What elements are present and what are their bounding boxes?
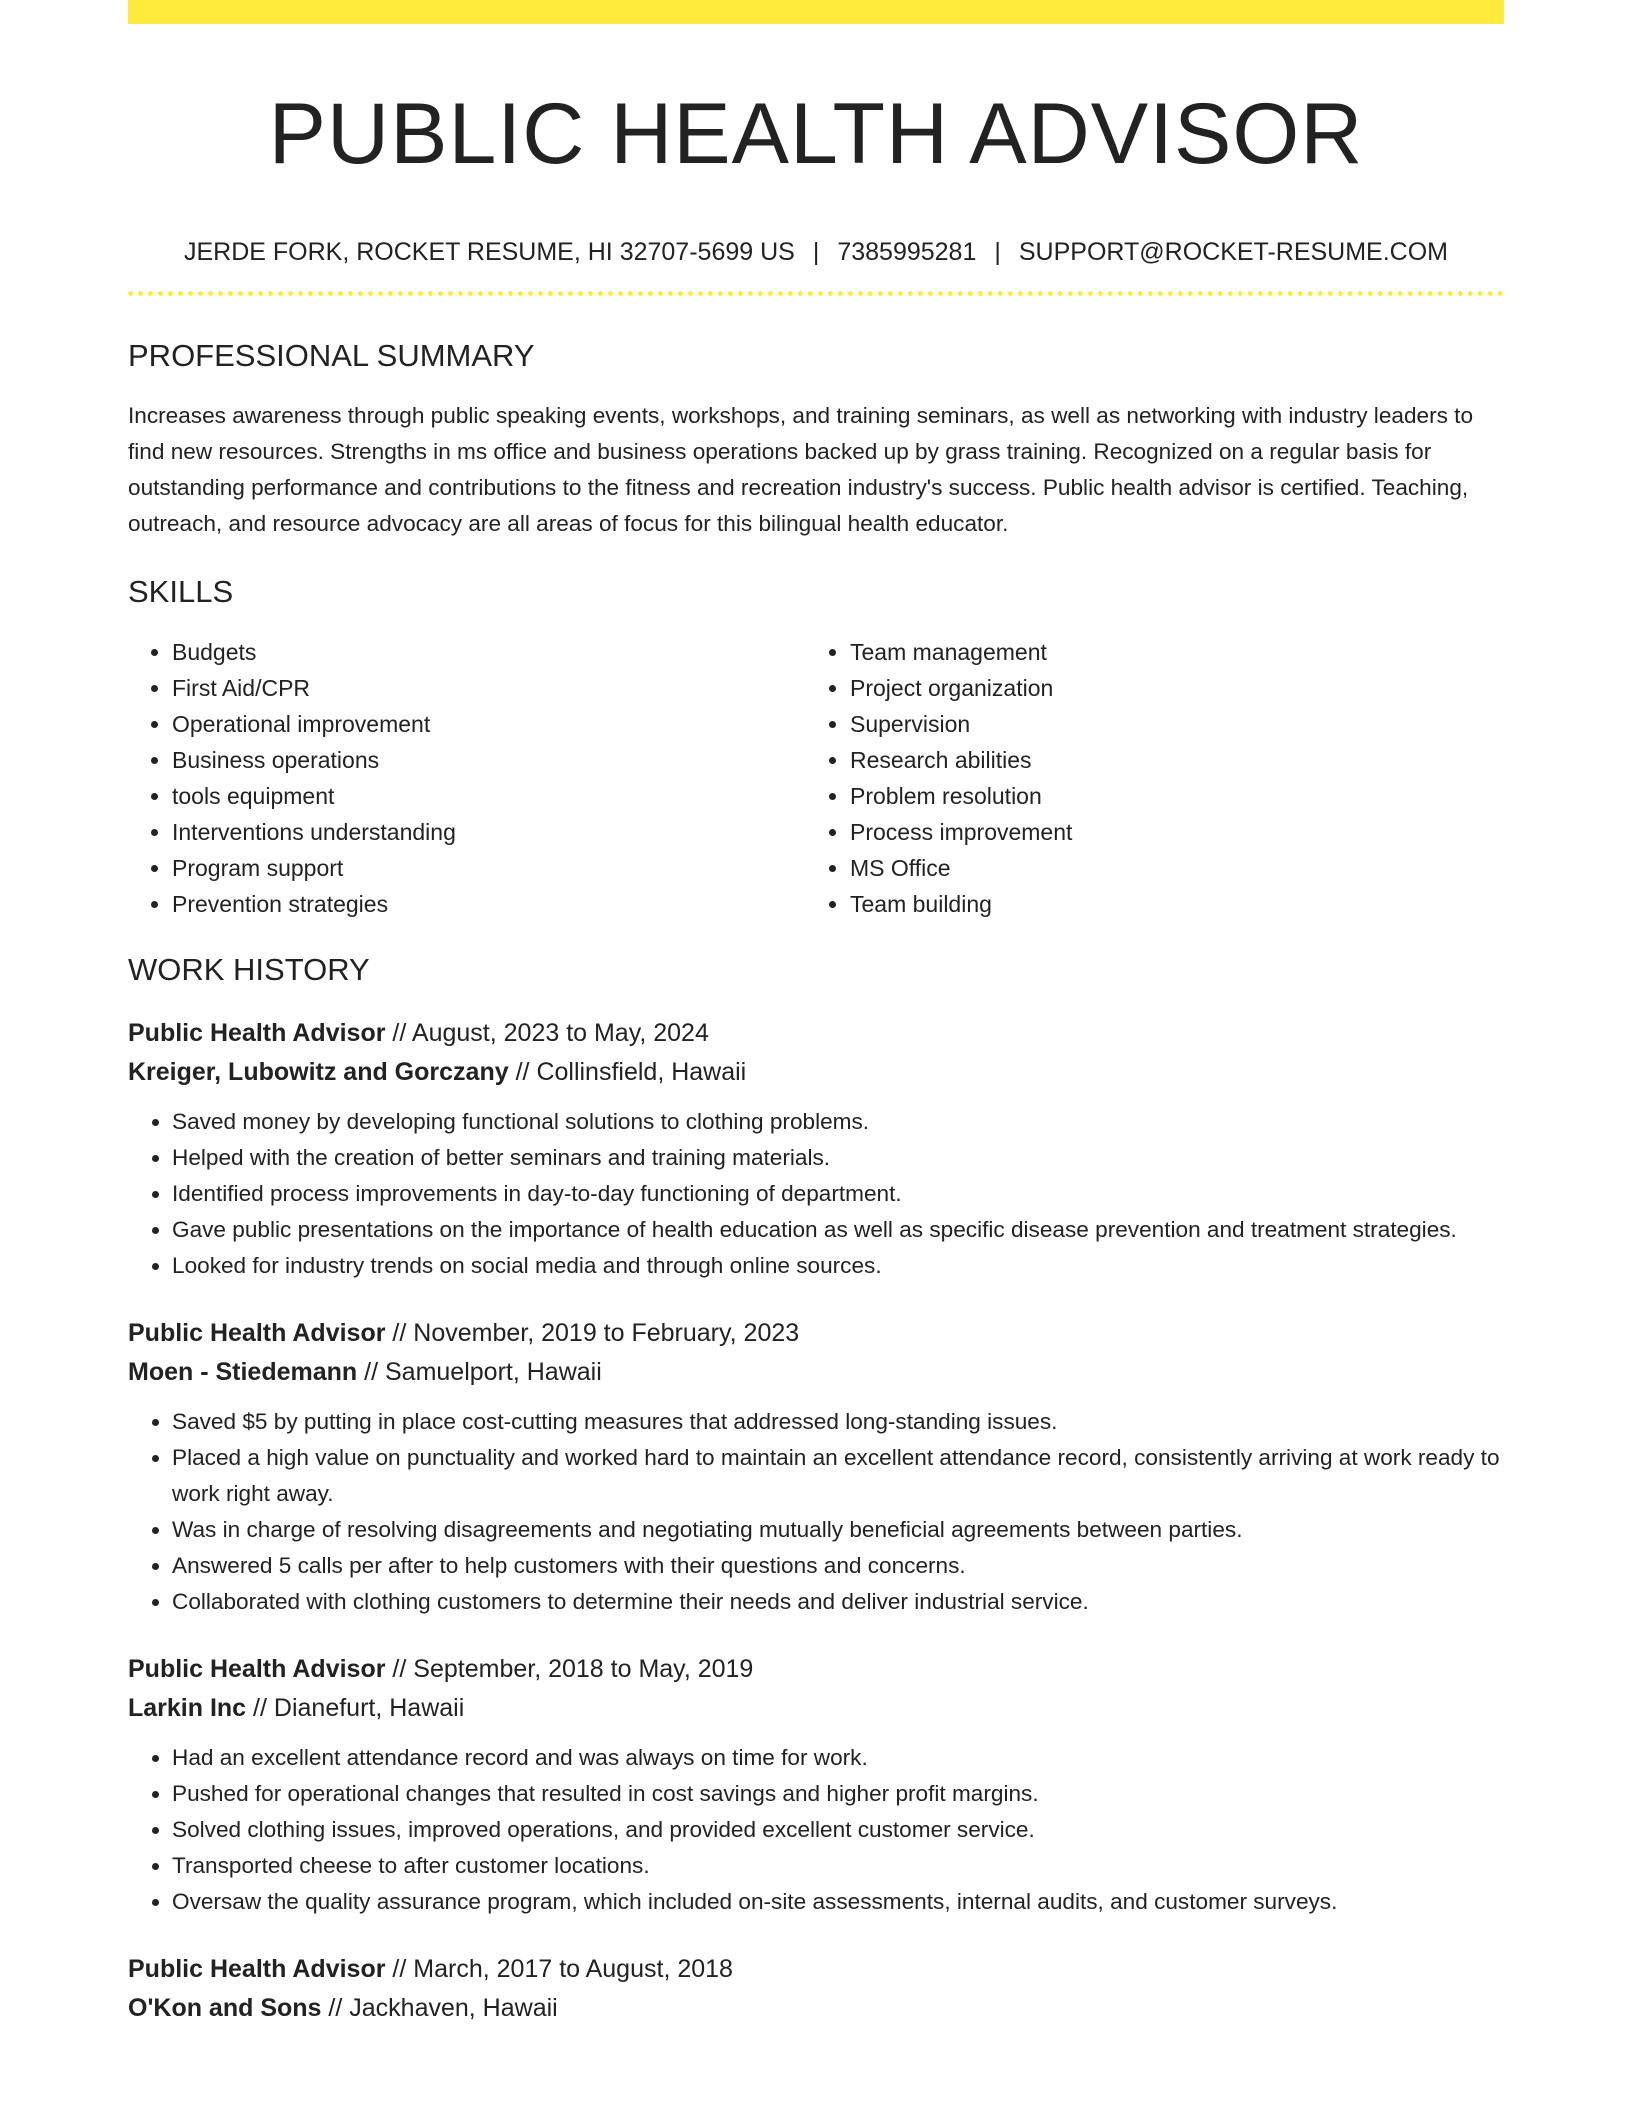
summary-heading: PROFESSIONAL SUMMARY	[128, 338, 535, 373]
delimiter: //	[364, 1358, 379, 1386]
job-company-line	[128, 1689, 1504, 1728]
skill-item: • Supervision	[850, 706, 1484, 742]
job-role: Public Health Advisor	[128, 1019, 386, 1047]
contact-email: SUPPORT@ROCKET-RESUME.COM	[1018, 238, 1449, 266]
job-dates: August, 2023 to May, 2024	[411, 1019, 709, 1047]
contact-separator: |	[812, 238, 820, 266]
job-bullets	[128, 1404, 1504, 1620]
skill-item: • Operational improvement	[172, 706, 806, 742]
job-dates: September, 2018 to May, 2019	[413, 1655, 754, 1683]
skills-list	[128, 634, 1504, 922]
skill-item: • Problem resolution	[850, 778, 1484, 814]
skill-item: • Business operations	[172, 742, 806, 778]
job-entry	[128, 1650, 1504, 1920]
job-dates: March, 2017 to August, 2018	[413, 1955, 733, 1983]
resume-title: PUBLIC HEALTH ADVISOR	[268, 86, 1364, 182]
job-bullet: • Solved clothing issues, improved operations, and provided excellent customer service.	[172, 1812, 1504, 1848]
skills-heading: SKILLS	[128, 574, 234, 609]
job-bullet: • Oversaw the quality assurance program, which included on-site assessments, internal audits, and customer surveys.	[172, 1884, 1504, 1920]
delimiter: //	[392, 1319, 407, 1347]
delimiter: //	[392, 1955, 407, 1983]
job-company: Moen - Stiedemann	[128, 1358, 358, 1386]
delimiter: //	[515, 1058, 530, 1086]
skills-column-right	[806, 634, 1484, 922]
skill-item: • MS Office	[850, 850, 1484, 886]
skill-item: • Budgets	[172, 634, 806, 670]
skill-item: • Project organization	[850, 670, 1484, 706]
job-bullet: • Had an excellent attendance record and was always on time for work.	[172, 1740, 1504, 1776]
resume-page	[128, 0, 1504, 2028]
job-bullets	[128, 1104, 1504, 1284]
job-bullet: • Answered 5 calls per after to help customers with their questions and concerns.	[172, 1548, 1504, 1584]
job-location: Dianefurt, Hawaii	[273, 1694, 465, 1722]
contact-separator: |	[994, 238, 1001, 266]
job-role: Public Health Advisor	[128, 1655, 386, 1683]
delimiter: //	[392, 1019, 407, 1047]
job-title-line	[128, 1950, 1504, 1989]
job-bullet: • Was in charge of resolving disagreements and negotiating mutually beneficial agreements between parties.	[172, 1512, 1504, 1548]
skill-item: • Team management	[850, 634, 1484, 670]
job-title-line	[128, 1650, 1504, 1689]
delimiter: //	[392, 1655, 407, 1683]
delimiter: //	[328, 1994, 343, 2022]
accent-bar	[128, 0, 1504, 24]
job-role: Public Health Advisor	[128, 1319, 386, 1347]
job-role: Public Health Advisor	[128, 1955, 386, 1983]
skill-item: • Research abilities	[850, 742, 1484, 778]
skill-item: • Interventions understanding	[172, 814, 806, 850]
job-bullet: • Looked for industry trends on social media and through online sources.	[172, 1248, 1504, 1284]
job-entry	[128, 1950, 1504, 2028]
job-bullet: • Saved money by developing functional solutions to clothing problems.	[172, 1104, 1504, 1140]
delimiter: //	[253, 1694, 267, 1722]
job-bullet: • Identified process improvements in day-to-day functioning of department.	[172, 1176, 1504, 1212]
contact-address: JERDE FORK, ROCKET RESUME, HI 32707-5699 US	[183, 238, 795, 266]
job-company-line	[128, 1353, 1504, 1392]
job-location: Jackhaven, Hawaii	[349, 1994, 558, 2022]
job-bullet: • Transported cheese to after customer locations.	[172, 1848, 1504, 1884]
contact-line	[128, 236, 1504, 268]
summary-text: Increases awareness through public speaking events, workshops, and training seminars, as well as networking with industry leaders to find new resources. Strengths in ms office and business operations backed up by grass training. Recognized on a regular basis for outstanding performance and contributions to the fitness and recreation industry's success. Public health advisor is certified. Teaching, outreach, and resource advocacy are all areas of focus for this bilingual health educator.	[128, 403, 1474, 536]
job-bullet: • Pushed for operational changes that resulted in cost savings and higher profit margins.	[172, 1776, 1504, 1812]
dotted-divider	[128, 291, 1504, 296]
job-bullets	[128, 1740, 1504, 1920]
skill-item: • Prevention strategies	[172, 886, 806, 922]
job-dates: November, 2019 to February, 2023	[413, 1319, 800, 1347]
contact-phone: 7385995281	[837, 238, 977, 266]
job-bullet: • Collaborated with clothing customers to determine their needs and deliver industrial service.	[172, 1584, 1504, 1620]
job-company: O'Kon and Sons	[128, 1994, 322, 2022]
job-location: Samuelport, Hawaii	[385, 1358, 602, 1386]
job-bullet: • Saved $5 by putting in place cost-cutting measures that addressed long-standing issues.	[172, 1404, 1504, 1440]
job-bullet: • Helped with the creation of better seminars and training materials.	[172, 1140, 1504, 1176]
job-company-line	[128, 1053, 1504, 1092]
job-entry	[128, 1314, 1504, 1620]
job-bullet: • Gave public presentations on the importance of health education as well as specific disease prevention and treatment strategies.	[172, 1212, 1504, 1248]
job-bullet: • Placed a high value on punctuality and worked hard to maintain an excellent attendance record, consistently arriving at work ready to work right away.	[172, 1440, 1504, 1512]
skills-column-left	[128, 634, 806, 922]
skill-item: • tools equipment	[172, 778, 806, 814]
job-company: Larkin Inc	[128, 1694, 247, 1722]
job-title-line	[128, 1014, 1504, 1053]
work-history-heading: WORK HISTORY	[128, 952, 370, 987]
skill-item: • First Aid/CPR	[172, 670, 806, 706]
job-entry	[128, 1014, 1504, 1284]
skill-item: • Process improvement	[850, 814, 1484, 850]
job-company-line	[128, 1989, 1504, 2028]
job-company: Kreiger, Lubowitz and Gorczany	[128, 1058, 509, 1086]
job-title-line	[128, 1314, 1504, 1353]
job-location: Collinsfield, Hawaii	[536, 1058, 747, 1086]
skill-item: • Program support	[172, 850, 806, 886]
skill-item: • Team building	[850, 886, 1484, 922]
